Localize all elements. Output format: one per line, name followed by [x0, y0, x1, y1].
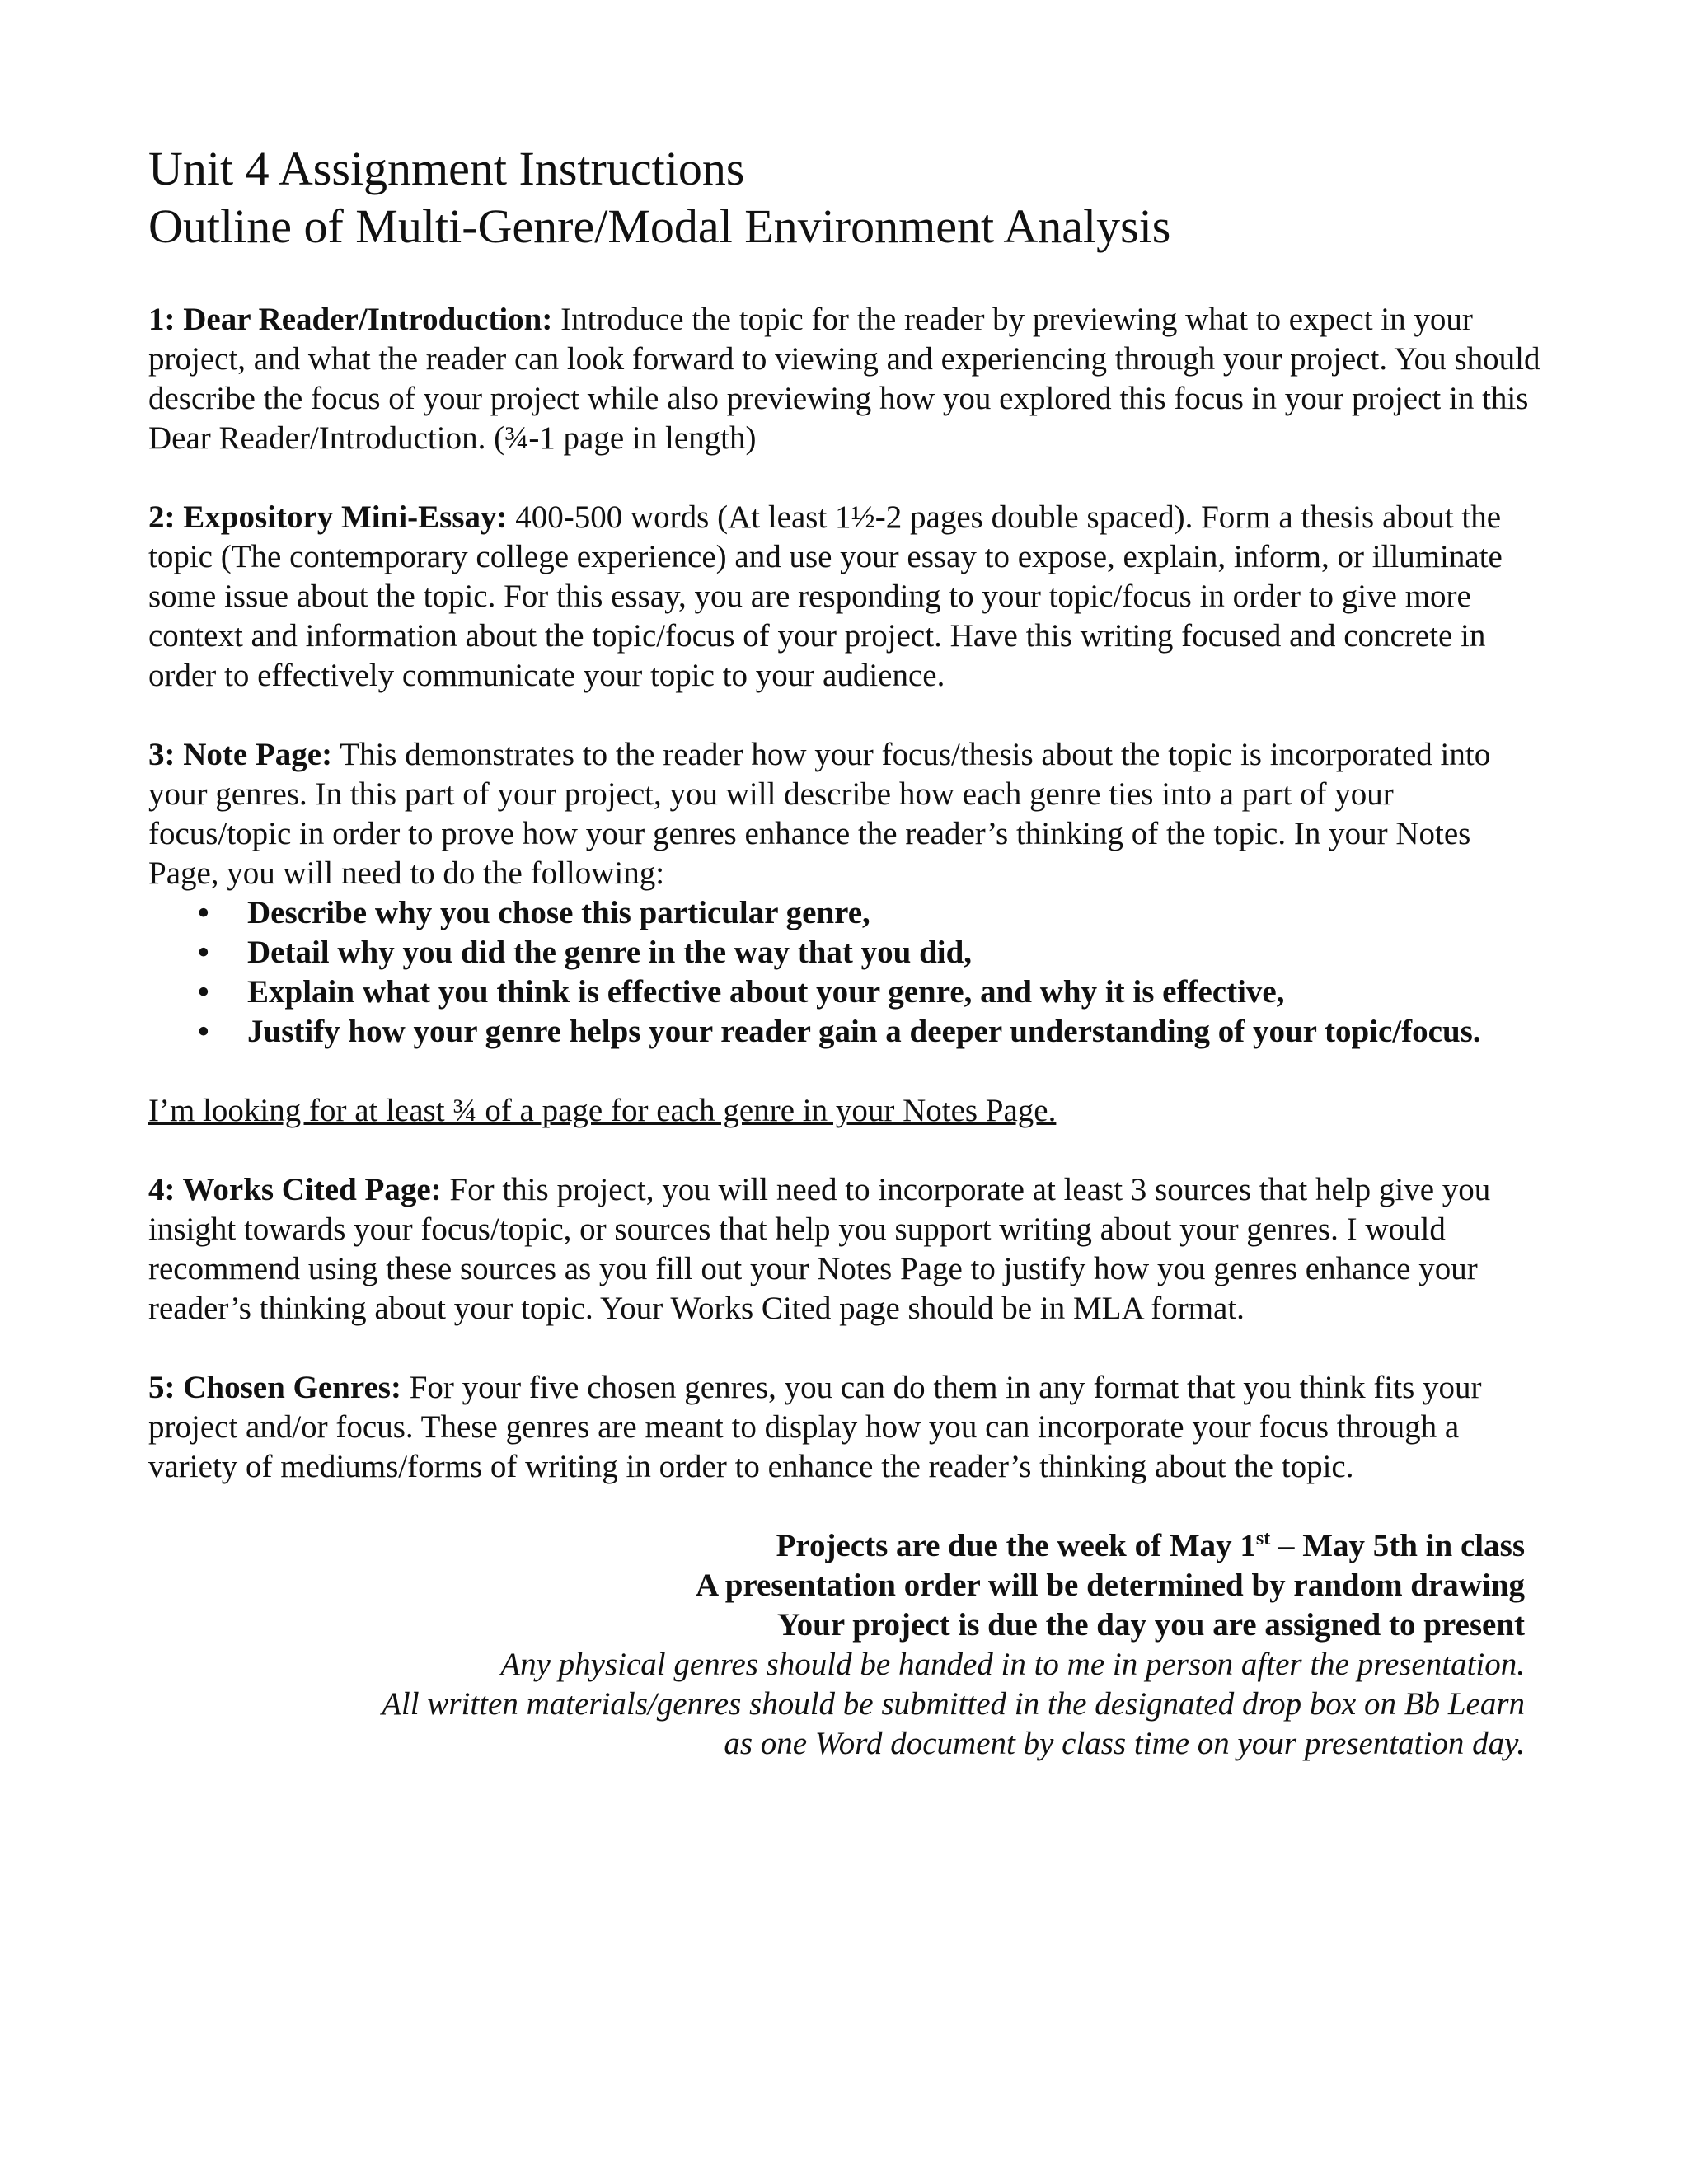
section-works-cited [148, 1170, 1541, 1329]
notes-length-note: I’m looking for at least ¾ of a page for each genre in your Notes Page. [148, 1093, 1057, 1128]
written-materials-line-1: All written materials/genres should be submitted in the designated drop box on Bb Learn [382, 1686, 1525, 1722]
section-essay [148, 498, 1541, 696]
section-notes-heading: 3: Note Page: [148, 737, 333, 772]
due-date-line [148, 1526, 1525, 1566]
presentation-order-line: A presentation order will be determined by random drawing [695, 1568, 1525, 1603]
section-notes-body: This demonstrates to the reader how your focus/thesis about the topic is incorporated into your genres. In this part of your project, you will describe how each genre ties into a part of your focus/topic in order to prove how your genres enhance the reader’s thinking of the topic. In your Notes Page, you will need to do the following: [148, 737, 1491, 891]
bullet-icon: • [198, 974, 209, 1010]
list-item [198, 1012, 1541, 1052]
list-item [198, 933, 1541, 972]
bullet-text: Detail why you did the genre in the way that you did, [247, 935, 973, 970]
bullet-text: Explain what you think is effective about your genre, and why it is effective, [247, 974, 1285, 1010]
bullet-text: Justify how your genre helps your reader gain a deeper understanding of your topic/focus. [247, 1014, 1481, 1049]
closing-notes [148, 1526, 1525, 1764]
section-intro-heading: 1: Dear Reader/Introduction: [148, 302, 553, 337]
physical-genres-line: Any physical genres should be handed in to me in person after the presentation. [500, 1647, 1525, 1682]
section-genres-body: For your five chosen genres, you can do them in any format that you think fits your project and/or focus. These genres are meant to display how you can incorporate your focus through a variety of mediums/forms of writing in order to enhance the reader’s thinking about the topic. [148, 1370, 1482, 1484]
section-notes [148, 735, 1541, 893]
section-genres-heading: 5: Chosen Genres: [148, 1370, 401, 1405]
due-date-suffix: – May 5th in class [1270, 1528, 1525, 1563]
section-works-heading: 4: Works Cited Page: [148, 1172, 442, 1207]
section-intro [148, 300, 1541, 458]
section-essay-heading: 2: Expository Mini-Essay: [148, 499, 508, 535]
notes-bullet-list [148, 893, 1541, 1052]
title-line-1: Unit 4 Assignment Instructions [148, 142, 745, 195]
bullet-icon: • [198, 935, 209, 970]
bullet-text: Describe why you chose this particular genre, [247, 895, 870, 930]
document-page [148, 140, 1541, 1764]
bullet-icon: • [198, 895, 209, 930]
section-essay-body: 400-500 words (At least 1½-2 pages double spaced). Form a thesis about the topic (The contemporary college experience) and use your essay to expose, explain, inform, or illuminate some issue about the topic. For this essay, you are responding to your topic/focus in order to give more context and information about the topic/focus of your project. Have this writing focused and concrete in order to effectively communicate your topic to your audience. [148, 499, 1503, 693]
due-day-line: Your project is due the day you are assigned to present [776, 1607, 1525, 1643]
title-line-2: Outline of Multi-Genre/Modal Environment Analysis [148, 199, 1171, 253]
written-materials-line-2: as one Word document by class time on your presentation day. [724, 1726, 1525, 1761]
due-date-prefix: Projects are due the week of May 1 [776, 1528, 1256, 1563]
bullet-icon: • [198, 1014, 209, 1049]
section-works-body: For this project, you will need to incorporate at least 3 sources that help give you insight towards your focus/topic, or sources that help you support writing about your genres. I would recommend using these sources as you fill out your Notes Page to justify how you genres enhance your reader’s thinking about your topic. Your Works Cited page should be in MLA format. [148, 1172, 1491, 1326]
list-item [198, 893, 1541, 933]
due-date-superscript: st [1255, 1528, 1271, 1549]
section-genres [148, 1368, 1541, 1487]
list-item [198, 972, 1541, 1012]
section-intro-body: Introduce the topic for the reader by previewing what to expect in your project, and what the reader can look forward to viewing and experiencing through your project. You should describe the focus of your project while also previewing how you explored this focus in your project in this Dear Reader/Introduction. (¾-1 page in length) [148, 302, 1540, 456]
document-title [148, 140, 1541, 255]
